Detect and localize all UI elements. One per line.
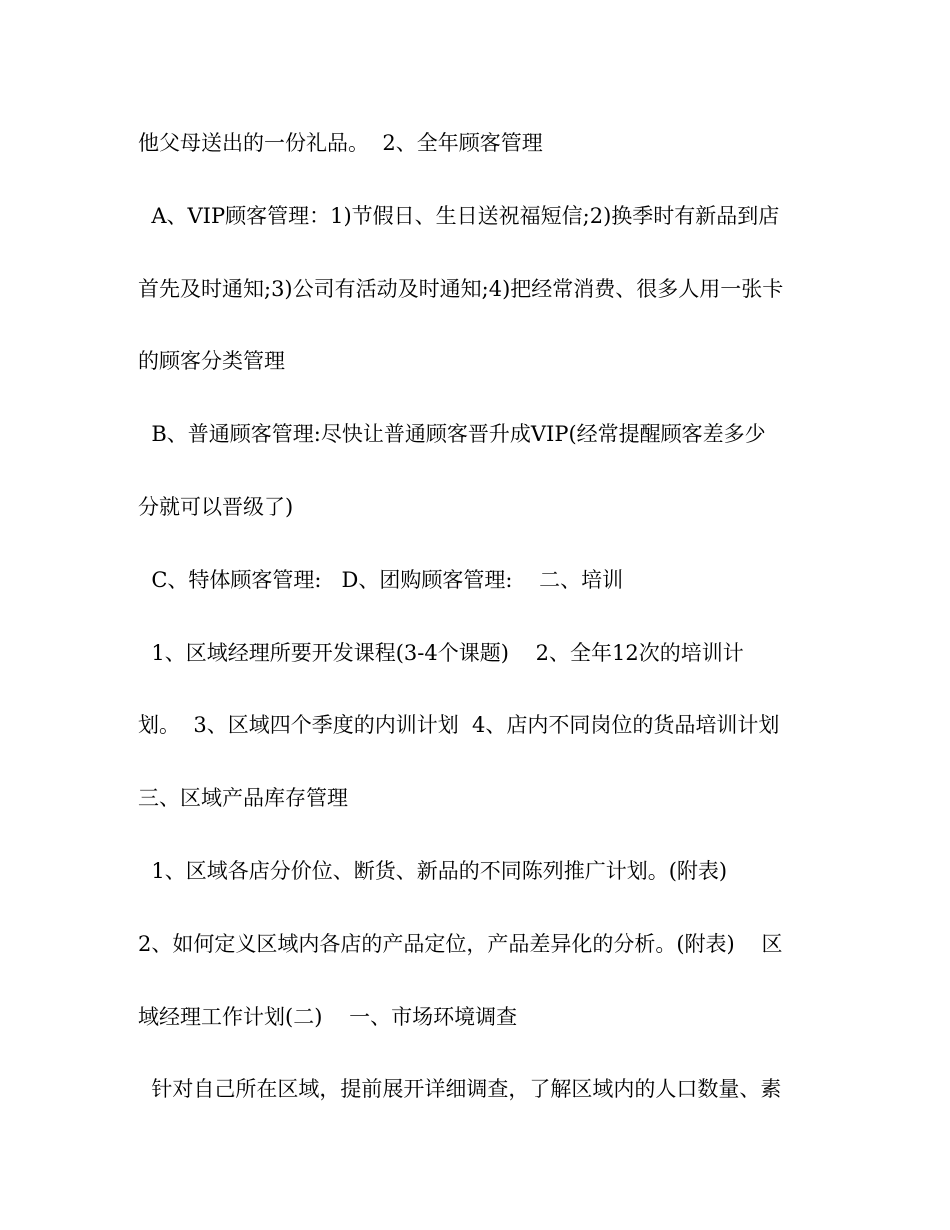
text-line-13: 域经理工作计划(二) 一、市场环境调查 (138, 1005, 518, 1029)
text-line-11: 1、区域各店分价位、断货、新品的不同陈列推广计划。(附表) (138, 859, 728, 883)
text-line-8: 1、区域经理所要开发课程(3-4个课题) 2、全年12次的培训计 (138, 641, 744, 665)
text-line-7: C、特体顾客管理: D、团购顾客管理: 二、培训 (138, 568, 624, 592)
text-line-14: 针对自己所在区域，提前展开详细调查，了解区域内的人口数量、素 (138, 1077, 782, 1101)
text-line-12: 2、如何定义区域内各店的产品定位，产品差异化的分析。(附表) 区 (138, 932, 783, 956)
text-line-5: B、普通顾客管理:尽快让普通顾客晋升成VIP(经常提醒顾客差多少 (138, 422, 766, 446)
text-line-3: 首先及时通知;3)公司有活动及时通知;4)把经常消费、很多人用一张卡 (138, 277, 784, 301)
text-line-9: 划。 3、区域四个季度的内训计划 4、店内不同岗位的货品培训计划 (138, 713, 780, 737)
text-line-1: 他父母送出的一份礼品。 2、全年顾客管理 (138, 131, 543, 155)
text-line-10: 三、区域产品库存管理 (138, 786, 348, 810)
text-line-2: A、VIP顾客管理：1)节假日、生日送祝福短信;2)换季时有新品到店 (138, 204, 780, 228)
text-line-4: 的顾客分类管理 (138, 349, 285, 373)
text-line-6: 分就可以晋级了) (138, 495, 294, 519)
